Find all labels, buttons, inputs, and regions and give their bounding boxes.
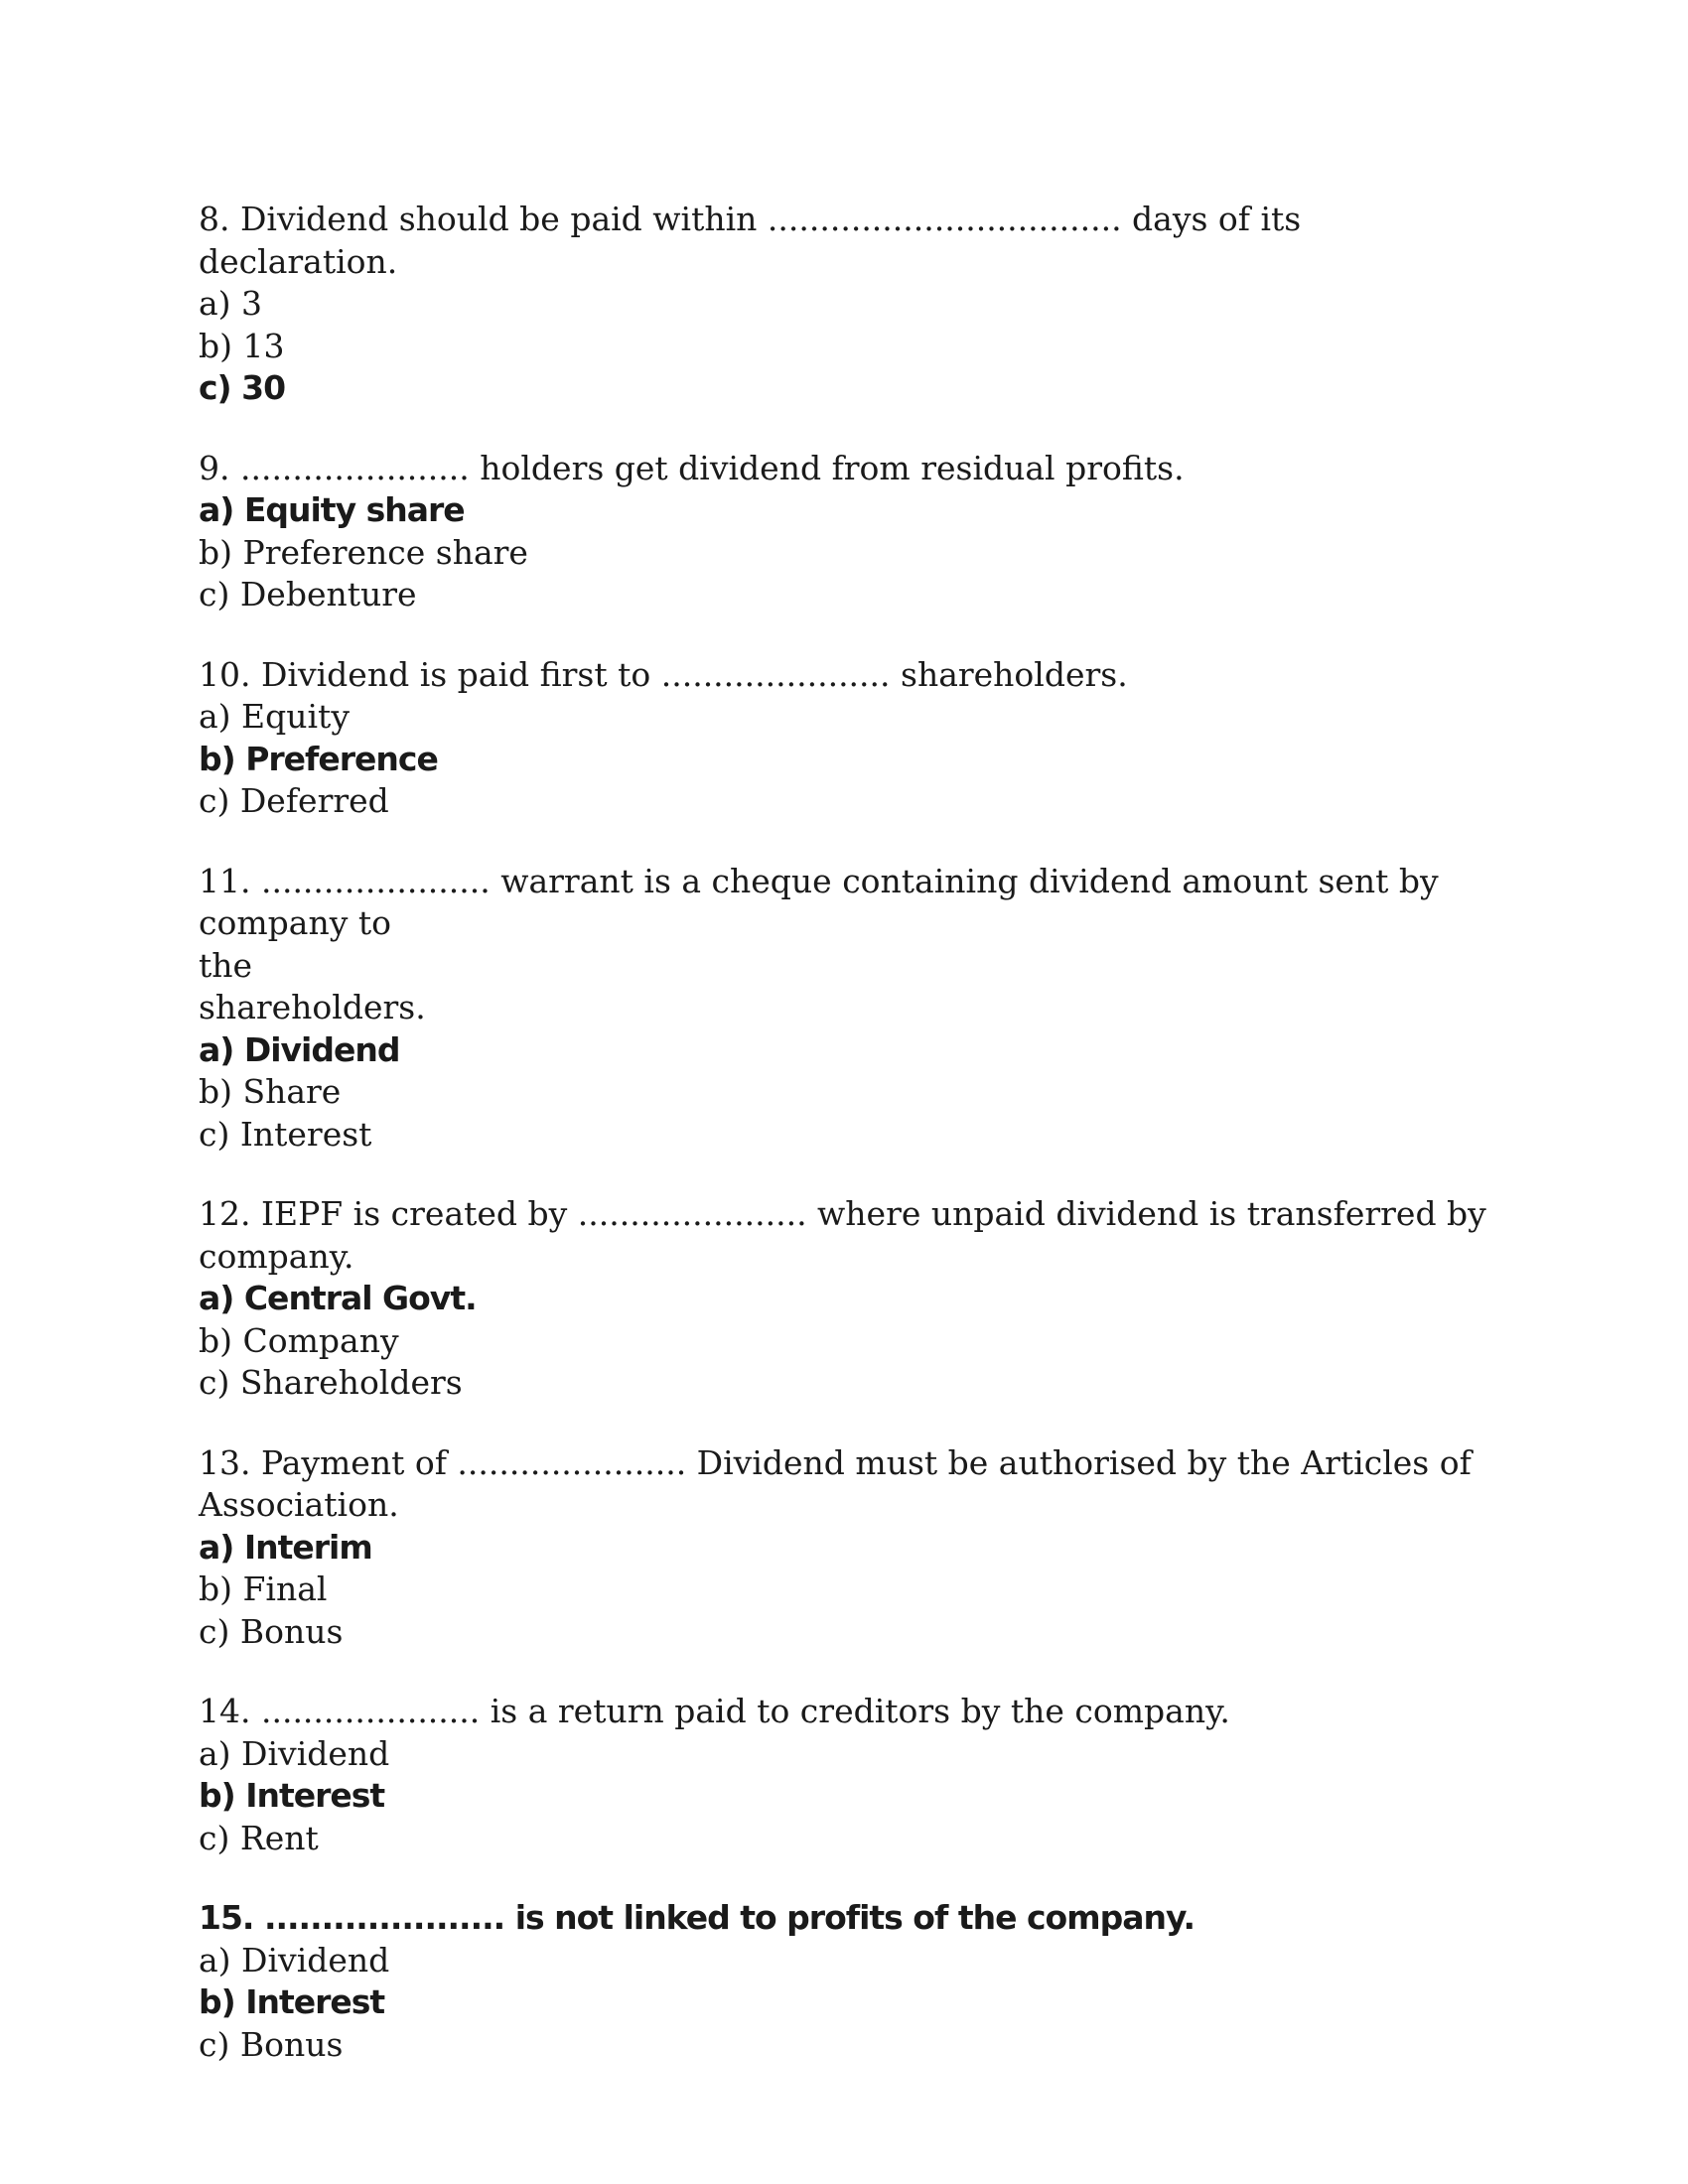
question-text: 14. ..................... is a return paid to creditors by the company. xyxy=(199,1692,1230,1730)
answer-option-correct: b) Interest xyxy=(199,1776,385,1815)
answer-option: b) 13 xyxy=(199,326,285,365)
question-text: 13. Payment of ...................... Dividend must be authorised by the Articles of xyxy=(199,1442,1472,1482)
question-block xyxy=(199,199,1509,410)
answer-option: c) Interest xyxy=(199,1114,372,1154)
answer-option: b) Company xyxy=(199,1320,399,1360)
answer-option: a) Dividend xyxy=(199,1733,390,1773)
question-text: 10. Dividend is paid first to ...................... shareholders. xyxy=(199,654,1128,694)
answer-option: a) Dividend xyxy=(199,1940,390,1979)
answer-option: b) Final xyxy=(199,1570,328,1608)
question-block xyxy=(199,1691,1509,1859)
answer-option: c) Deferred xyxy=(199,781,389,820)
question-text: 15. ..................... is not linked to profits of the company. xyxy=(199,1898,1195,1937)
question-block xyxy=(199,861,1509,1157)
document-page xyxy=(199,199,1509,2104)
answer-option: c) Bonus xyxy=(199,2024,344,2064)
question-text: the xyxy=(199,945,253,985)
question-text: shareholders. xyxy=(199,988,426,1026)
answer-option: a) 3 xyxy=(199,284,263,323)
question-block xyxy=(199,1897,1509,2066)
answer-option-correct: c) 30 xyxy=(199,368,286,407)
question-block xyxy=(199,1193,1509,1405)
question-block xyxy=(199,448,1509,616)
answer-option-correct: a) Central Govt. xyxy=(199,1279,477,1317)
question-text: 11. ...................... warrant is a cheque containing dividend amount sent by company to xyxy=(199,861,1450,942)
answer-option-correct: b) Preference xyxy=(199,739,438,778)
question-text: 9. ...................... holders get dividend from residual profits. xyxy=(199,448,1185,487)
answer-option: c) Debenture xyxy=(199,575,417,614)
answer-option: b) Preference share xyxy=(199,532,528,572)
answer-option-correct: b) Interest xyxy=(199,1982,385,2021)
answer-option-correct: a) Equity share xyxy=(199,490,465,529)
question-list xyxy=(199,199,1509,2066)
answer-option: b) Share xyxy=(199,1072,342,1111)
answer-option-correct: a) Interim xyxy=(199,1527,372,1567)
question-text: 12. IEPF is created by ...................... where unpaid dividend is transferred by company. xyxy=(199,1194,1497,1276)
question-text: Association. xyxy=(199,1485,399,1524)
answer-option: a) Equity xyxy=(199,697,350,736)
question-block xyxy=(199,1442,1509,1654)
question-block xyxy=(199,654,1509,823)
answer-option: c) Shareholders xyxy=(199,1363,463,1402)
answer-option-correct: a) Dividend xyxy=(199,1029,400,1069)
question-text: 8. Dividend should be paid within .................................. days of its declaration. xyxy=(199,200,1312,281)
answer-option: c) Bonus xyxy=(199,1611,344,1651)
answer-option: c) Rent xyxy=(199,1818,319,1857)
